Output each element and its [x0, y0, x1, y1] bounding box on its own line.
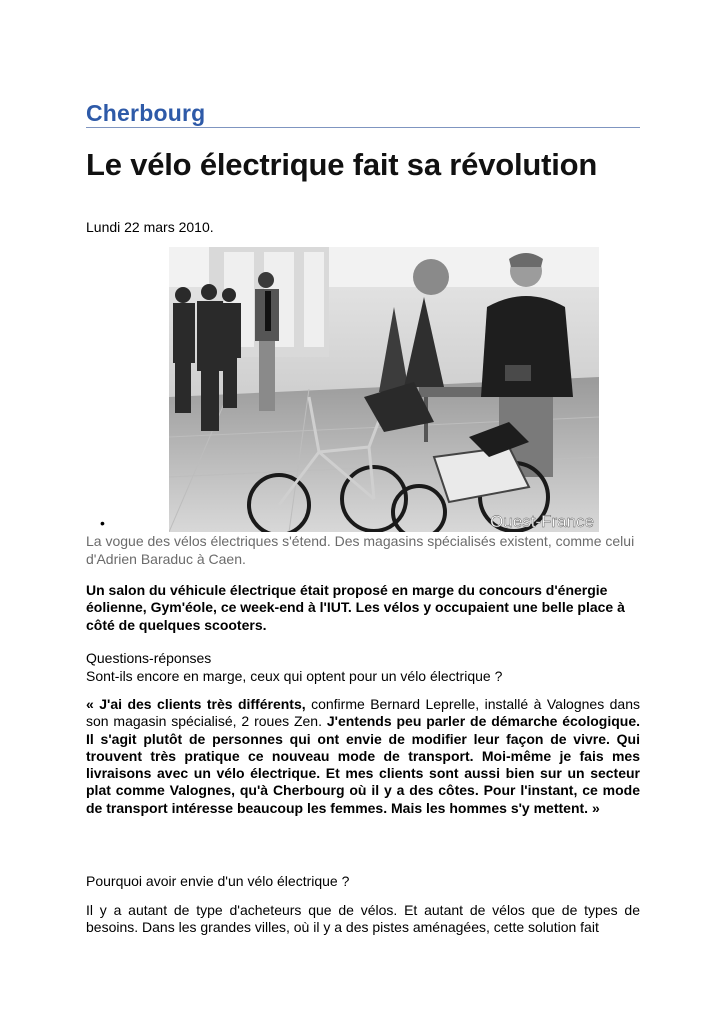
- answer-1-attribution: confirme Bernard Leprelle, installé à Valognes dans son magasin spécialisé, 2 roues Zen.: [86, 696, 641, 730]
- answer-1-quote-rest: J'entends peu parler de démarche écologique. Il s'agit plutôt de personnes qui ont envie de modifier leur façon de vivre. Qui trouvent très pratique ce nouveau mode de transport. Moi-même je fais mes livraisons avec un vélo électrique. Et mes clients sont aussi bien sur un secteur plat comme Valognes, qu'à Cherbourg où il y a des côtes. Pour l'instant, ce mode de transport intéresse beaucoup les femmes. Mais les hommes s'y mettent. »: [86, 713, 641, 816]
- question-2: Pourquoi avoir envie d'un vélo électrique ?: [86, 873, 350, 889]
- section-title: Questions-réponses: [86, 650, 212, 666]
- photo-caption: La vogue des vélos électriques s'étend. Des magasins spécialisés existent, comme celui d'Adrien Baraduc à Caen.: [86, 533, 635, 567]
- article-date: Lundi 22 mars 2010.: [86, 219, 214, 235]
- question-1: Sont-ils encore en marge, ceux qui optent pour un vélo électrique ?: [86, 668, 503, 684]
- photo-watermark: Ouest-France: [490, 512, 594, 531]
- answer-2: Il y a autant de type d'acheteurs que de vélos. Et autant de vélos que de types de besoins. Dans les grandes villes, où il y a des pistes aménagées, cette solution fait: [86, 902, 640, 936]
- list-bullet: •: [100, 515, 105, 531]
- article-title: Le vélo électrique fait sa révolution: [86, 147, 598, 182]
- article-photo: [169, 247, 599, 532]
- article-lead: Un salon du véhicule électrique était proposé en marge du concours d'énergie éolienne, Gym'éole, ce week-end à l'IUT. Les vélos y occupaient une belle place à côté de quelques scooters.: [86, 582, 625, 633]
- heading-rule: [86, 127, 640, 128]
- answer-1: [86, 696, 640, 817]
- city-heading: Cherbourg: [86, 100, 206, 126]
- answer-1-quote-start: « J'ai des clients très différents,: [86, 696, 306, 712]
